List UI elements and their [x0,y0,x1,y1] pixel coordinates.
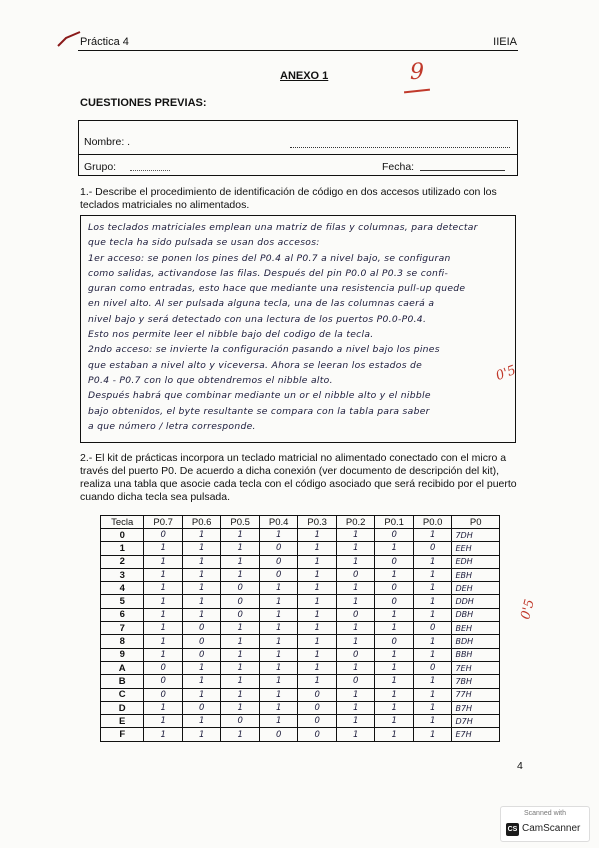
key-cell: 3 [101,568,144,581]
answer-line: como salidas, activandose las filas. Después del pin P0.0 al P0.3 se confi- [88,267,449,279]
col-header: P0.6 [182,516,221,529]
group-field[interactable] [130,170,170,171]
bit-cell: 1 [413,582,452,595]
key-cell: 2 [101,555,144,568]
col-header: P0.5 [221,516,260,529]
bit-cell: 0 [298,701,337,714]
bit-cell: 1 [298,582,337,595]
bit-cell: 1 [182,582,221,595]
bit-cell: 0 [375,555,414,568]
answer-line: Después habrá que combinar mediante un or el nibble alto y el nibble [88,390,431,402]
answer-line: 2ndo acceso: se invierte la configuración pasando a nivel bajo los pines [88,344,440,356]
bit-cell: 1 [144,622,183,635]
bit-cell: 1 [259,608,298,621]
key-cell: C [101,688,144,701]
answer-line: P0.4 - P0.7 con lo que obtendremos el nibble alto. [88,374,333,386]
answer-line: que estaban a nivel alto y viceversa. Ahora se leeran los estados de [88,359,423,371]
bit-cell: 1 [182,568,221,581]
bit-cell: 1 [182,675,221,688]
grade-top: 9 [410,60,424,85]
key-cell: D [101,701,144,714]
bit-cell: 1 [336,715,375,728]
scanner-line2: CamScanner [522,823,581,834]
bit-cell: 1 [298,555,337,568]
hex-code-cell: BBH [452,648,500,661]
bit-cell: 1 [298,675,337,688]
bit-cell: 1 [221,701,260,714]
bit-cell: 0 [375,582,414,595]
bit-cell: 1 [182,715,221,728]
col-header: P0 [452,516,500,529]
bit-cell: 0 [182,622,221,635]
table-body [101,529,500,742]
name-dotted-line[interactable] [290,147,510,148]
bit-cell: 1 [144,715,183,728]
bit-cell: 1 [259,701,298,714]
bit-cell: 1 [413,635,452,648]
bit-cell: 1 [144,648,183,661]
bit-cell: 1 [221,555,260,568]
annex-title: ANEXO 1 [280,70,329,82]
practice-label: Práctica 4 [80,36,129,48]
bit-cell: 1 [375,715,414,728]
bit-cell: 1 [259,675,298,688]
bit-cell: 0 [336,648,375,661]
bit-cell: 0 [259,555,298,568]
bit-cell: 1 [336,622,375,635]
bit-cell: 1 [144,595,183,608]
bit-cell: 1 [298,529,337,542]
key-cell: B [101,675,144,688]
key-cell: 7 [101,622,144,635]
bit-cell: 1 [259,622,298,635]
bit-cell: 0 [259,542,298,555]
table-row [101,622,500,635]
answer-line: bajo obtenidos, el byte resultante se compara con la tabla para saber [88,405,430,417]
bit-cell: 0 [413,622,452,635]
answer-line: nivel bajo y será detectado con una lectura de los puertos P0.0-P0.4. [88,313,427,325]
bit-cell: 1 [298,635,337,648]
bit-cell: 1 [259,688,298,701]
bit-cell: 0 [182,635,221,648]
bit-cell: 1 [221,542,260,555]
bit-cell: 0 [298,728,337,741]
bit-cell: 1 [336,582,375,595]
bit-cell: 1 [182,728,221,741]
table-row [101,648,500,661]
bit-cell: 0 [375,529,414,542]
table-row [101,555,500,568]
bit-cell: 1 [144,542,183,555]
bit-cell: 1 [144,568,183,581]
bit-cell: 1 [413,555,452,568]
bit-cell: 1 [221,635,260,648]
bit-cell: 1 [221,568,260,581]
hex-code-cell: 7BH [452,675,500,688]
hex-code-cell: DBH [452,608,500,621]
bit-cell: 0 [375,635,414,648]
answer-line: Esto nos permite leer el nibble bajo del codigo de la tecla. [88,329,374,341]
scanner-watermark [500,806,590,842]
key-cell: F [101,728,144,741]
table-row [101,635,500,648]
hex-code-cell: 77H [452,688,500,701]
bit-cell: 1 [413,728,452,741]
bit-cell: 0 [413,661,452,674]
bit-cell: 1 [144,728,183,741]
bit-cell: 1 [375,675,414,688]
bit-cell: 1 [375,648,414,661]
key-cell: 9 [101,648,144,661]
key-cell: 8 [101,635,144,648]
table-header-row [101,516,500,529]
bit-cell: 1 [182,608,221,621]
table-row [101,568,500,581]
bit-cell: 0 [221,582,260,595]
bit-cell: 1 [375,688,414,701]
bit-cell: 1 [413,675,452,688]
bit-cell: 1 [298,622,337,635]
hex-code-cell: 7DH [452,529,500,542]
bit-cell: 1 [221,728,260,741]
bit-cell: 1 [182,688,221,701]
bit-cell: 1 [182,661,221,674]
bit-cell: 1 [336,635,375,648]
bit-cell: 1 [221,675,260,688]
col-header: P0.7 [144,516,183,529]
bit-cell: 1 [144,582,183,595]
hex-code-cell: EEH [452,542,500,555]
table-row [101,688,500,701]
bit-cell: 1 [144,635,183,648]
bit-cell: 1 [375,661,414,674]
bit-cell: 1 [413,568,452,581]
bit-cell: 1 [182,542,221,555]
bit-cell: 1 [298,568,337,581]
hex-code-cell: D7H [452,715,500,728]
bit-cell: 1 [259,529,298,542]
bit-cell: 1 [144,701,183,714]
bit-cell: 0 [182,648,221,661]
bit-cell: 1 [375,622,414,635]
answer-line: en nivel alto. Al ser pulsada alguna tecla, una de las columnas caerá a [88,298,435,310]
bit-cell: 0 [259,728,298,741]
bit-cell: 1 [221,622,260,635]
answer-line: 1er acceso: se ponen los pines del P0.4 al P0.7 a nivel bajo, se configuran [88,252,451,264]
bit-cell: 1 [259,715,298,728]
bit-cell: 0 [336,568,375,581]
grade-top-underline [404,89,430,94]
scanner-line1: Scanned with [523,810,567,817]
header-rule [78,50,518,51]
table-row [101,661,500,674]
table-row [101,542,500,555]
table-row [101,715,500,728]
key-cell: 1 [101,542,144,555]
date-label: Fecha: [382,161,415,173]
bit-cell: 1 [259,661,298,674]
table-row [101,675,500,688]
bit-cell: 1 [375,701,414,714]
bit-cell: 1 [298,542,337,555]
hex-code-cell: BEH [452,622,500,635]
bit-cell: 1 [336,555,375,568]
bit-cell: 1 [259,582,298,595]
answer-line: guran como entradas, esto hace que mediante una resistencia pull-up quede [88,283,466,295]
hex-code-cell: BDH [452,635,500,648]
answer-line: a que número / letra corresponde. [88,420,256,432]
bit-cell: 1 [182,595,221,608]
corner-mark [56,28,82,48]
bit-cell: 1 [298,595,337,608]
bit-cell: 1 [413,529,452,542]
bit-cell: 1 [413,608,452,621]
bit-cell: 1 [336,595,375,608]
bit-cell: 1 [221,529,260,542]
bit-cell: 1 [375,728,414,741]
group-label: Grupo: [84,161,117,173]
col-header: P0.2 [336,516,375,529]
key-cell: 0 [101,529,144,542]
bit-cell: 1 [375,542,414,555]
col-header: P0.0 [413,516,452,529]
bit-cell: 0 [144,529,183,542]
question-1: 1.- Describe el procedimiento de identificación de código en dos accesos utilizado con los teclados matriciales no alimentados. [80,186,497,211]
bit-cell: 0 [298,715,337,728]
bit-cell: 1 [221,648,260,661]
bit-cell: 1 [221,661,260,674]
col-header: P0.3 [298,516,337,529]
bit-cell: 1 [144,555,183,568]
bit-cell: 0 [221,608,260,621]
name-label: Nombre: . [84,136,131,148]
bit-cell: 1 [182,529,221,542]
question-2: 2.- El kit de prácticas incorpora un teclado matricial no alimentado conectado con el micro a través del puerto P0. De acuerdo a dicha conexión (ver documento de descripción del kit), realiza una tabla que asocie cada tecla con el código asociado que será recibido por el puerto cuando dicha tecla sea pulsada. [80,452,517,503]
bit-cell: 1 [336,542,375,555]
col-header: Tecla [101,516,144,529]
bit-cell: 1 [413,701,452,714]
bit-cell: 1 [259,635,298,648]
bit-cell: 1 [298,661,337,674]
hex-code-cell: DEH [452,582,500,595]
bit-cell: 0 [413,542,452,555]
table-row [101,728,500,741]
camscanner-logo-icon: CS [506,823,519,836]
bit-cell: 1 [259,648,298,661]
bit-cell: 1 [298,608,337,621]
table-row [101,701,500,714]
table-row [101,529,500,542]
col-header: P0.4 [259,516,298,529]
bit-cell: 0 [221,595,260,608]
hex-code-cell: 7EH [452,661,500,674]
key-cell: 6 [101,608,144,621]
bit-cell: 1 [336,661,375,674]
hex-code-cell: DDH [452,595,500,608]
bit-cell: 1 [336,728,375,741]
bit-cell: 1 [144,608,183,621]
bit-cell: 0 [144,688,183,701]
section-title: CUESTIONES PREVIAS: [80,97,207,109]
bit-cell: 1 [413,688,452,701]
bit-cell: 1 [413,648,452,661]
bit-cell: 0 [144,675,183,688]
bit-cell: 0 [144,661,183,674]
page-number: 4 [517,760,523,772]
table-row [101,608,500,621]
hex-code-cell: B7H [452,701,500,714]
course-label: IIEIA [493,36,517,48]
bit-cell: 0 [259,568,298,581]
table-row [101,582,500,595]
student-info-box [78,120,518,176]
answer-line: Los teclados matriciales emplean una matriz de filas y columnas, para detectar [88,222,478,233]
bit-cell: 1 [336,701,375,714]
hex-code-cell: EBH [452,568,500,581]
answer-1-text [88,220,514,434]
bit-cell: 0 [336,608,375,621]
key-cell: 4 [101,582,144,595]
hex-code-cell: EDH [452,555,500,568]
bit-cell: 1 [413,595,452,608]
bit-cell: 1 [375,568,414,581]
table-row [101,595,500,608]
bit-cell: 0 [182,701,221,714]
bit-cell: 1 [298,648,337,661]
key-code-table [100,515,500,742]
col-header: P0.1 [375,516,414,529]
answer-line: que tecla ha sido pulsada se usan dos accesos: [88,237,320,249]
key-cell: 5 [101,595,144,608]
bit-cell: 0 [375,595,414,608]
grade-q1: 0'5 [494,363,519,384]
bit-cell: 0 [221,715,260,728]
bit-cell: 1 [336,529,375,542]
date-field[interactable] [420,170,505,171]
form-divider [78,154,518,155]
bit-cell: 1 [413,715,452,728]
key-cell: E [101,715,144,728]
bit-cell: 1 [336,688,375,701]
bit-cell: 1 [221,688,260,701]
bit-cell: 0 [298,688,337,701]
bit-cell: 0 [336,675,375,688]
bit-cell: 1 [182,555,221,568]
bit-cell: 1 [259,595,298,608]
hex-code-cell: E7H [452,728,500,741]
bit-cell: 1 [375,608,414,621]
key-cell: A [101,661,144,674]
grade-q2: 0'5 [518,597,538,622]
